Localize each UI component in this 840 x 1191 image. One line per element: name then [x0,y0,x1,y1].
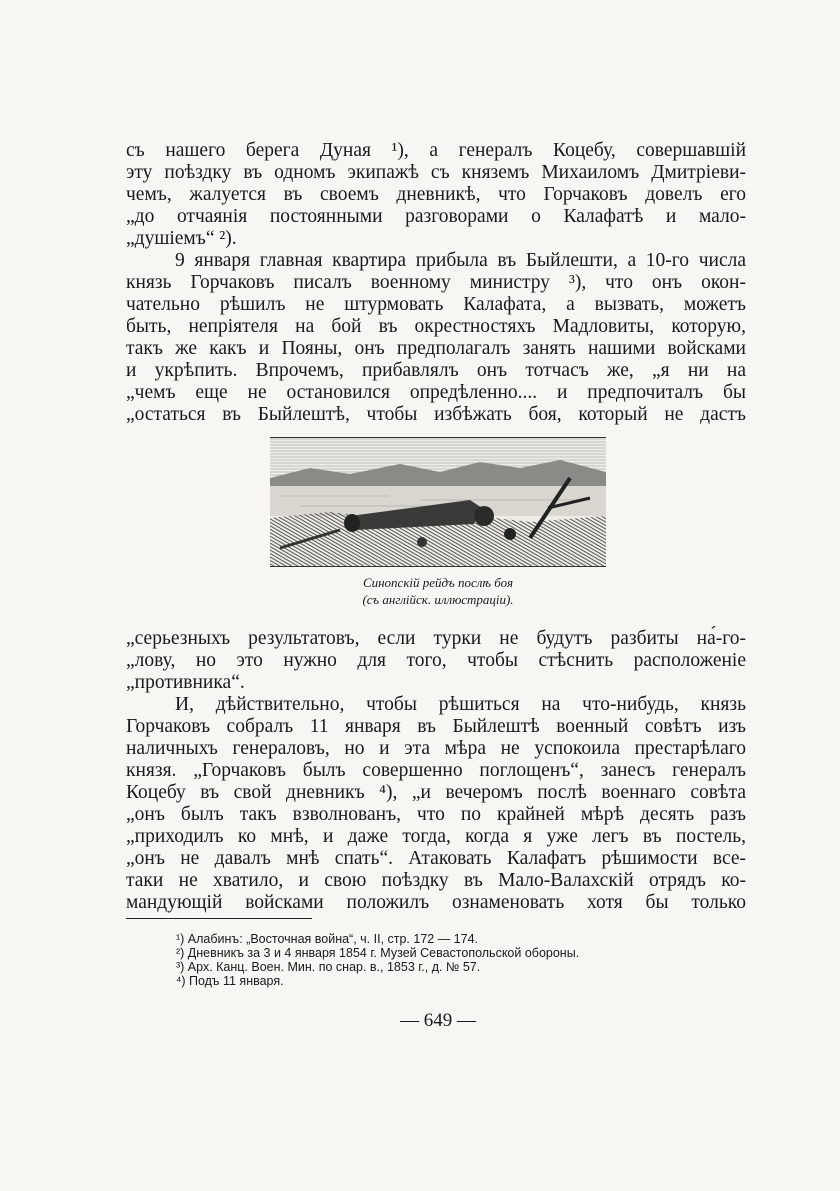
text-line: „чемъ еще не остановился опредѣленно.... и предпочиталъ бы [126,382,746,403]
page-number: — 649 — [400,1010,476,1031]
footnote: ²) Дневникъ за 3 и 4 января 1854 г. Музей Севастопольской обороны. [176,946,580,960]
text-line: мандующій войсками положилъ ознаменовать хотя бы только [126,892,746,913]
figure-caption-title: Синопскій рейдъ послѣ боя [362,575,514,590]
text-line: съ нашего берега Дуная ¹), а генералъ Коцебу, совершавшій [126,140,746,161]
footnote-divider [126,918,312,919]
text-line: и укрѣпить. Впрочемъ, прибавлялъ онъ тотчасъ же, „я ни на [126,360,746,381]
text-line: чательно рѣшилъ не штурмовать Калафата, а вызвать, можетъ [126,294,746,315]
engraving-image [270,438,606,566]
text-line: „серьезныхъ результатовъ, если турки не будутъ разбиты на́-го- [126,628,746,649]
footnote: ⁴) Подъ 11 января. [176,974,284,988]
text-line: наличныхъ генераловъ, но и эта мѣра не успокоила престарѣлаго [126,738,746,759]
text-line: эту поѣздку въ одномъ экипажѣ съ княземъ Михаиломъ Дмитріеви- [126,162,746,183]
illustration-sinope-roadstead [270,437,606,567]
text-line: такъ же какъ и Пояны, онъ предполагалъ занять нашими войсками [126,338,746,359]
text-line: „онъ былъ такъ взволнованъ, что по крайней мѣрѣ десять разъ [126,804,746,825]
text-line: князя. „Горчаковъ былъ совершенно поглощенъ“, занесъ генералъ [126,760,746,781]
text-line: таки не хватило, и свою поѣздку въ Мало-Валахскій отрядъ ко- [126,870,746,891]
text-line: „до отчаянія постоянными разговорами о Калафатѣ и мало- [126,206,746,227]
text-line: чемъ, жалуется въ своемъ дневникѣ, что Горчаковъ довелъ его [126,184,746,205]
text-line: „лову, но это нужно для того, чтобы стѣснить расположеніе [126,650,746,671]
text-line: И, дѣйствительно, чтобы рѣшиться на что-нибудь, князь [175,694,746,715]
text-line: Горчаковъ собралъ 11 января въ Быйлештѣ военный совѣтъ изъ [126,716,746,737]
text-line: „остаться въ Быйлештѣ, чтобы избѣжать боя, который не дастъ [126,404,746,425]
text-line: 9 января главная квартира прибыла въ Быйлешти, а 10-го числа [175,250,746,271]
text-line: Коцебу въ свой дневникъ ⁴), „и вечеромъ послѣ военнаго совѣта [126,782,746,803]
text-line: князь Горчаковъ писалъ военному министру ³), что онъ окон- [126,272,746,293]
text-line: „онъ не давалъ мнѣ спать“. Атаковать Калафатъ рѣшимости все- [126,848,746,869]
footnote: ¹) Алабинъ: „Восточная война“, ч. II, стр. 172 — 174. [176,932,479,946]
text-line: „душіемъ“ ²). [126,228,237,249]
figure-caption-source: (съ англійск. иллюстраціи). [362,592,514,607]
footnote: ³) Арх. Канц. Воен. Мин. по снар. в., 1853 г., д. № 57. [176,960,481,974]
text-line: быть, непріятеля на бой въ окрестностяхъ Мадловиты, которую, [126,316,746,337]
text-line: „приходилъ ко мнѣ, и даже тогда, когда я уже легъ въ постель, [126,826,746,847]
text-line: „противника“. [126,672,245,693]
